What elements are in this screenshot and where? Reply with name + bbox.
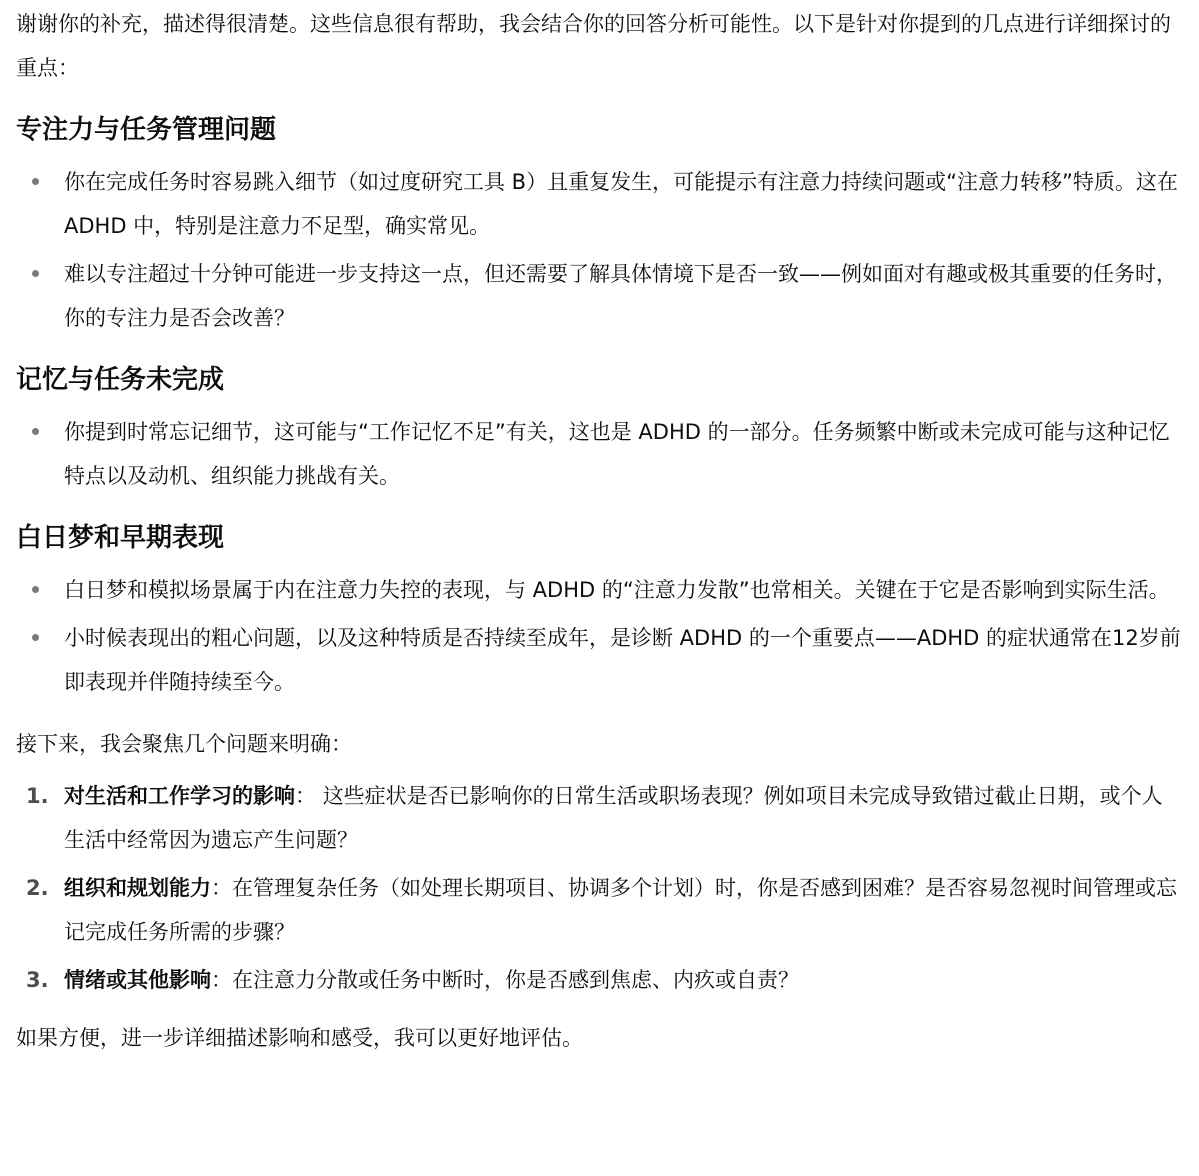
question-separator: ： bbox=[295, 784, 323, 808]
bullet-list-memory bbox=[16, 410, 1181, 498]
list-item bbox=[16, 616, 1181, 704]
question-separator: ： bbox=[211, 968, 232, 992]
question-number: 1. bbox=[26, 784, 49, 808]
list-item-text: 白日梦和模拟场景属于内在注意力失控的表现，与 ADHD 的“注意力发散”也常相关。关键在于它是否影响到实际生活。 bbox=[64, 578, 1170, 602]
list-item-text: 小时候表现出的粗心问题，以及这种特质是否持续至成年，是诊断 ADHD 的一个重要点——ADHD 的症状通常在12岁前即表现并伴随持续至今。 bbox=[64, 626, 1181, 694]
section-heading-focus: 专注力与任务管理问题 bbox=[16, 115, 277, 145]
bullet-list-focus bbox=[16, 160, 1181, 340]
bullet-list-daydream bbox=[16, 568, 1181, 704]
question-list bbox=[16, 774, 1181, 1002]
question-separator: ： bbox=[211, 876, 232, 900]
question-item bbox=[16, 958, 1181, 1002]
bullet-dot-icon bbox=[32, 634, 39, 641]
list-item bbox=[16, 252, 1181, 340]
next-intro-paragraph: 接下来，我会聚焦几个问题来明确： bbox=[16, 732, 352, 756]
question-text: 这些症状是否已影响你的日常生活或职场表现？例如项目未完成导致错过截止日期，或个人生活中经常因为遗忘产生问题？ bbox=[64, 784, 1163, 852]
list-item bbox=[16, 410, 1181, 498]
list-item bbox=[16, 568, 1181, 612]
bullet-dot-icon bbox=[32, 586, 39, 593]
question-term: 组织和规划能力 bbox=[64, 876, 211, 900]
question-term: 情绪或其他影响 bbox=[64, 968, 211, 992]
question-text: 在注意力分散或任务中断时，你是否感到焦虑、内疚或自责？ bbox=[232, 968, 799, 992]
closing-paragraph: 如果方便，进一步详细描述影响和感受，我可以更好地评估。 bbox=[16, 1026, 583, 1050]
question-number: 2. bbox=[26, 876, 49, 900]
question-item bbox=[16, 866, 1181, 954]
bullet-dot-icon bbox=[32, 178, 39, 185]
question-text: 在管理复杂任务（如处理长期项目、协调多个计划）时，你是否感到困难？是否容易忽视时间管理或忘记完成任务所需的步骤？ bbox=[64, 876, 1177, 944]
list-item-text: 你提到时常忘记细节，这可能与“工作记忆不足”有关，这也是 ADHD 的一部分。任务频繁中断或未完成可能与这种记忆特点以及动机、组织能力挑战有关。 bbox=[64, 420, 1170, 488]
question-number: 3. bbox=[26, 968, 49, 992]
intro-paragraph: 谢谢你的补充，描述得很清楚。这些信息很有帮助，我会结合你的回答分析可能性。以下是针对你提到的几点进行详细探讨的重点： bbox=[16, 12, 1171, 80]
bullet-dot-icon bbox=[32, 270, 39, 277]
list-item bbox=[16, 160, 1181, 248]
section-heading-daydream: 白日梦和早期表现 bbox=[16, 523, 225, 553]
question-term: 对生活和工作学习的影响 bbox=[64, 784, 295, 808]
list-item-text: 难以专注超过十分钟可能进一步支持这一点，但还需要了解具体情境下是否一致——例如面对有趣或极其重要的任务时，你的专注力是否会改善？ bbox=[64, 262, 1177, 330]
section-heading-memory: 记忆与任务未完成 bbox=[16, 365, 225, 395]
bullet-dot-icon bbox=[32, 428, 39, 435]
question-item bbox=[16, 774, 1181, 862]
list-item-text: 你在完成任务时容易跳入细节（如过度研究工具 B）且重复发生，可能提示有注意力持续问题或“注意力转移”特质。这在 ADHD 中，特别是注意力不足型，确实常见。 bbox=[64, 170, 1178, 238]
